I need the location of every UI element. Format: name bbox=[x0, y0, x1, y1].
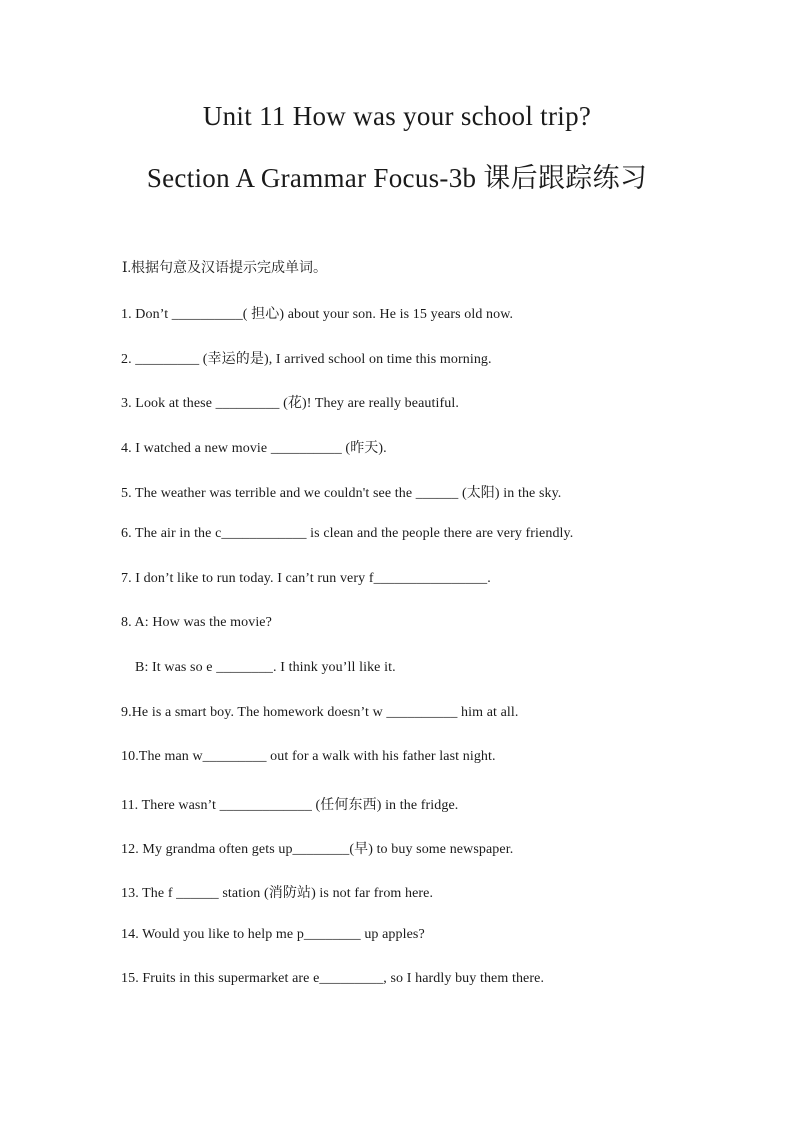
question-item: 15. Fruits in this supermarket are e_________, so I hardly buy them there. bbox=[121, 971, 545, 986]
question-item: 6. The air in the c____________ is clean and the people there are very friendly. bbox=[121, 526, 574, 541]
question-item: 12. My grandma often gets up________(早) to buy some newspaper. bbox=[121, 842, 514, 857]
question-item-answer-line: B: It was so e ________. I think you’ll like it. bbox=[135, 660, 396, 675]
question-item: 7. I don’t like to run today. I can’t run very f________________. bbox=[121, 571, 491, 586]
question-item: 13. The f ______ station (消防站) is not far from here. bbox=[121, 886, 434, 901]
question-item: 2. _________ (幸运的是), I arrived school on time this morning. bbox=[121, 352, 492, 367]
page-title: Unit 11 How was your school trip? bbox=[202, 101, 592, 131]
question-item: 9.He is a smart boy. The homework doesn’t w __________ him at all. bbox=[121, 705, 519, 720]
question-item: 5. The weather was terrible and we couldn't see the ______ (太阳) in the sky. bbox=[121, 486, 562, 501]
question-item: 1. Don’t __________( 担心) about your son. He is 15 years old now. bbox=[121, 307, 514, 322]
question-item: 10.The man w_________ out for a walk with his father last night. bbox=[121, 749, 496, 764]
question-item: 11. There wasn’t _____________ (任何东西) in the fridge. bbox=[121, 798, 459, 813]
question-item: 4. I watched a new movie __________ (昨天). bbox=[121, 441, 387, 456]
question-item: 3. Look at these _________ (花)! They are really beautiful. bbox=[121, 396, 459, 411]
page-subtitle: Section A Grammar Focus-3b 课后跟踪练习 bbox=[146, 163, 648, 193]
question-item: 14. Would you like to help me p________ up apples? bbox=[121, 927, 425, 942]
question-item: 8. A: How was the movie? bbox=[121, 615, 272, 630]
section-instruction: Ⅰ.根据句意及汉语提示完成单词。 bbox=[122, 261, 328, 276]
